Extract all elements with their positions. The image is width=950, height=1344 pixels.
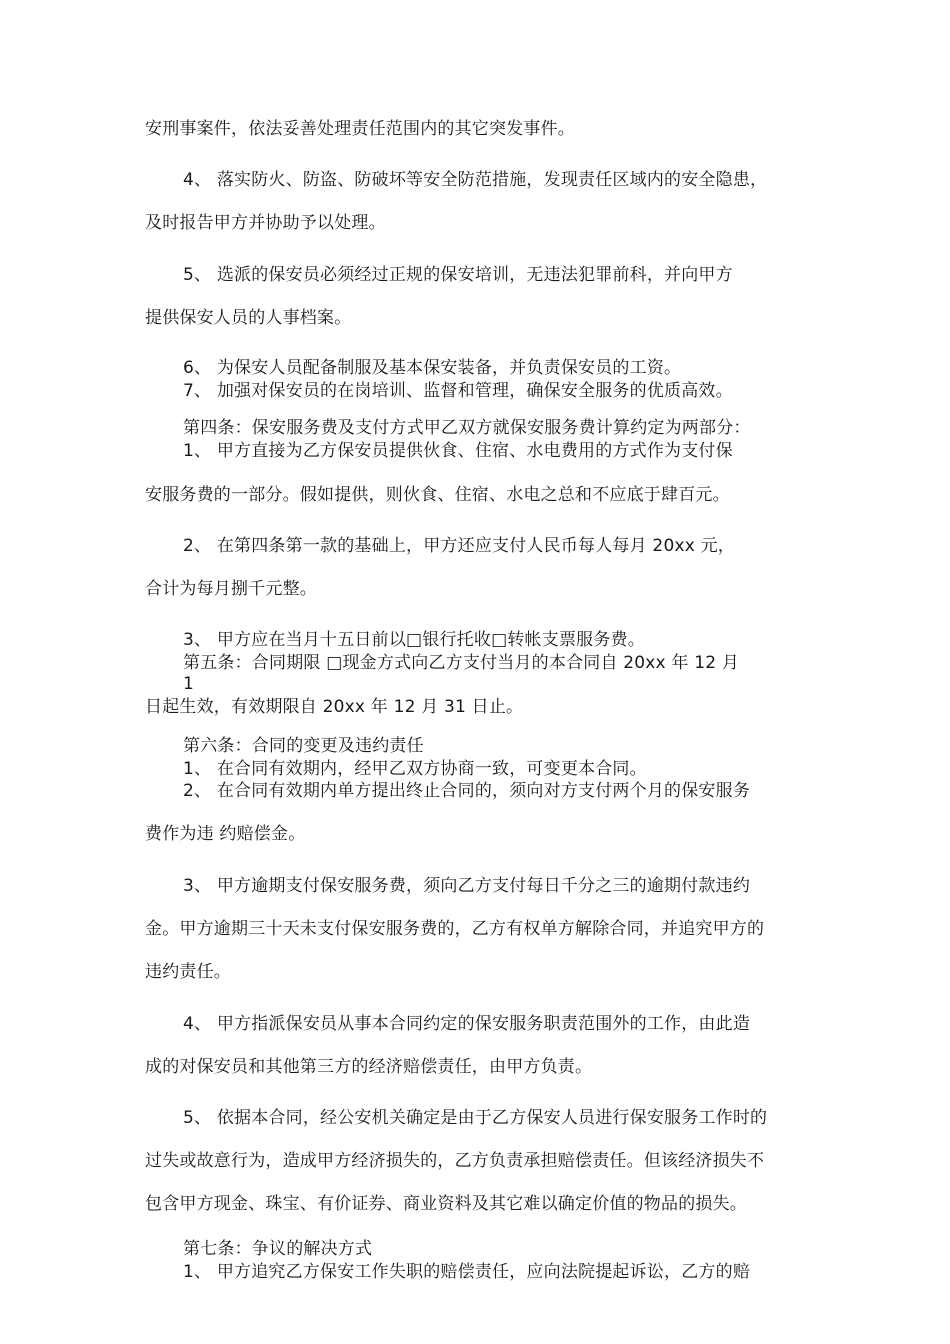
text-line: 第五条：合同期限 □现金方式向乙方支付当月的本合同自 20xx 年 12 月 — [183, 653, 740, 673]
text-line: 第六条：合同的变更及违约责任 — [183, 736, 424, 756]
text-line: 第七条：争议的解决方式 — [183, 1239, 373, 1259]
text-line: 7、 加强对保安员的在岗培训、监督和管理，确保安全服务的优质高效。 — [183, 381, 733, 401]
text-line: 日起生效，有效期限自 20xx 年 12 月 31 日止。 — [145, 697, 524, 717]
text-line: 安刑事案件，依法妥善处理责任范围内的其它突发事件。 — [145, 119, 575, 139]
text-line: 4、 甲方指派保安员从事本合同约定的保安服务职责范围外的工作，由此造 — [183, 1014, 751, 1034]
text-line: 1 — [183, 674, 195, 694]
text-line: 2、 在合同有效期内单方提出终止合同的，须向对方支付两个月的保安服务 — [183, 781, 751, 801]
text-line: 1、 甲方直接为乙方保安员提供伙食、住宿、水电费用的方式作为支付保 — [183, 441, 733, 461]
text-line: 提供保安人员的人事档案。 — [145, 308, 352, 328]
text-line: 第四条：保安服务费及支付方式甲乙双方就保安服务费计算约定为两部分： — [183, 418, 751, 438]
text-line: 安服务费的一部分。假如提供，则伙食、住宿、水电之总和不应底于肆百元。 — [145, 485, 730, 505]
text-line: 成的对保安员和其他第三方的经济赔偿责任，由甲方负责。 — [145, 1057, 593, 1077]
text-line: 合计为每月捌千元整。 — [145, 579, 317, 599]
text-line: 2、 在第四条第一款的基础上，甲方还应支付人民币每人每月 20xx 元， — [183, 536, 735, 556]
text-line: 3、 甲方应在当月十五日前以□银行托收□转帐支票服务费。 — [183, 630, 645, 650]
text-line: 3、 甲方逾期支付保安服务费，须向乙方支付每日千分之三的逾期付款违约 — [183, 876, 751, 896]
text-line: 违约责任。 — [145, 962, 231, 982]
text-line: 费作为违 约赔偿金。 — [145, 824, 306, 844]
text-line: 6、 为保安人员配备制服及基本保安装备，并负责保安员的工资。 — [183, 358, 682, 378]
text-line: 包含甲方现金、珠宝、有价证券、商业资料及其它难以确定价值的物品的损失。 — [145, 1194, 747, 1214]
text-line: 1、 在合同有效期内，经甲乙双方协商一致，可变更本合同。 — [183, 759, 647, 779]
text-line: 1、 甲方追究乙方保安工作失职的赔偿责任，应向法院提起诉讼，乙方的赔 — [183, 1262, 751, 1282]
text-line: 4、 落实防火、防盗、防破坏等安全防范措施，发现责任区域内的安全隐患， — [183, 170, 768, 190]
text-line: 过失或故意行为，造成甲方经济损失的，乙方负责承担赔偿责任。但该经济损失不 — [145, 1151, 765, 1171]
text-line: 金。甲方逾期三十天未支付保安服务费的，乙方有权单方解除合同，并追究甲方的 — [145, 919, 765, 939]
text-line: 5、 选派的保安员必须经过正规的保安培训，无违法犯罪前科，并向甲方 — [183, 265, 733, 285]
text-line: 及时报告甲方并协助予以处理。 — [145, 213, 386, 233]
text-line: 5、 依据本合同，经公安机关确定是由于乙方保安人员进行保安服务工作时的 — [183, 1108, 768, 1128]
